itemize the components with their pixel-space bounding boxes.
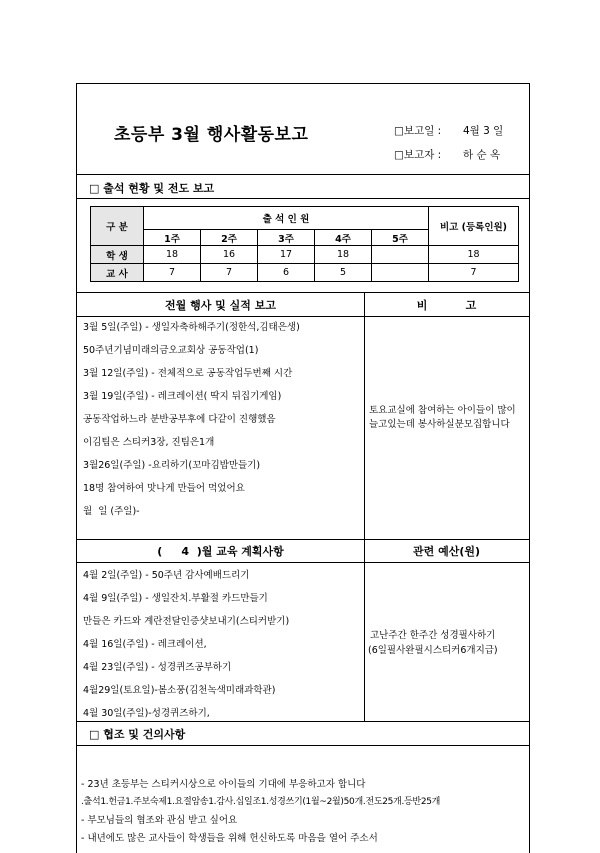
list-item: 만들은 카드와 계란전달인증샷보내기(스티커받기) bbox=[83, 616, 290, 627]
last-month-header: 전월 행사 및 실적 보고 bbox=[165, 299, 276, 312]
divider bbox=[77, 292, 529, 293]
reporter-label: □보고자 : bbox=[394, 149, 442, 161]
category-header: 구 분 bbox=[91, 207, 144, 246]
table-cell: 6 bbox=[258, 264, 315, 282]
report-date-label: □보고일 : bbox=[394, 125, 442, 137]
row-label: 교 사 bbox=[91, 264, 144, 282]
column-divider bbox=[364, 539, 365, 721]
list-item: 이김팀은 스티커3장, 진팀은1개 bbox=[83, 437, 215, 448]
divider bbox=[77, 721, 529, 722]
table-cell: 18 bbox=[429, 246, 519, 264]
list-item: 4월 23일(주일) - 성경퀴즈공부하기 bbox=[83, 662, 232, 673]
attendance-table bbox=[90, 206, 519, 282]
table-cell: 7 bbox=[429, 264, 519, 282]
week-header: 3주 bbox=[258, 230, 315, 246]
list-item: 18명 참여하여 맛나게 만들어 먹었어요 bbox=[83, 483, 245, 494]
last-month-note-header: 비 고 bbox=[416, 299, 477, 312]
table-row bbox=[91, 246, 519, 264]
list-item: 공동작업하느라 분반공부후에 다같이 진행했음 bbox=[83, 414, 276, 425]
last-month-note: 토요교실에 참여하는 아이들이 많이 늘고있는데 봉사하실분모집합니다 bbox=[369, 405, 516, 430]
divider bbox=[77, 316, 529, 317]
divider bbox=[77, 745, 529, 746]
list-item: 3월 19일(주일) - 레크레이션( 딱지 뒤집기게임) bbox=[83, 391, 282, 402]
divider bbox=[77, 539, 529, 540]
table-cell: 7 bbox=[201, 264, 258, 282]
table-cell bbox=[372, 264, 429, 282]
table-cell: 5 bbox=[315, 264, 372, 282]
attendance-header: 출 석 인 원 bbox=[144, 207, 429, 230]
list-item: 4월29일(토요일)-봄소풍(김천녹색미래과학관) bbox=[83, 685, 276, 696]
week-header: 1주 bbox=[144, 230, 201, 246]
week-header: 2주 bbox=[201, 230, 258, 246]
list-item: 4월 16일(주일) - 레크레이션, bbox=[83, 639, 207, 650]
table-cell: 16 bbox=[201, 246, 258, 264]
attendance-section-title: □ 출석 현황 및 전도 보고 bbox=[89, 182, 215, 195]
budget-header: 관련 예산(원) bbox=[412, 545, 480, 558]
list-item: 월 일 (주일)- bbox=[83, 506, 140, 517]
list-item: - 내년에도 많은 교사들이 학생들을 위해 헌신하도록 마음을 열어 주소서 bbox=[81, 833, 378, 844]
divider bbox=[77, 198, 529, 199]
list-item: 4월 30일(주일)-성경퀴즈하기, bbox=[83, 708, 210, 719]
report-frame bbox=[76, 83, 530, 853]
table-cell bbox=[372, 246, 429, 264]
list-item: 3월26일(주일) -요리하기(꼬마김밥만들기) bbox=[83, 460, 261, 471]
page-title: 초등부 3월 행사활동보고 bbox=[114, 125, 309, 145]
list-item: 4월 2일(주일) - 50주년 감사예배드리기 bbox=[83, 570, 250, 581]
budget-line: (6일필사완필시스티커6개지급) bbox=[368, 645, 498, 656]
list-item: 3월 12일(주일) - 전체적으로 공동작업두번째 시간 bbox=[83, 368, 293, 379]
table-cell: 7 bbox=[144, 264, 201, 282]
list-item: - 부모님들의 협조와 관심 받고 싶어요 bbox=[81, 815, 238, 826]
column-divider bbox=[364, 292, 365, 566]
budget-line: 고난주간 한주간 성경필사하기 bbox=[370, 630, 496, 641]
list-item: 4월 9일(주일) - 생일잔치.부활절 카드만들기 bbox=[83, 593, 268, 604]
divider bbox=[77, 562, 529, 563]
week-header: 4주 bbox=[315, 230, 372, 246]
divider bbox=[77, 174, 529, 175]
table-row bbox=[91, 264, 519, 282]
list-item: - 23년 초등부는 스티커시상으로 아이들의 기대에 부응하고자 합니다 bbox=[81, 779, 366, 790]
cooperation-section-title: □ 협조 및 건의사항 bbox=[89, 728, 186, 741]
report-date-value: 4월 3 일 bbox=[463, 125, 504, 137]
plan-header: ( 4 )월 교육 계획사항 bbox=[157, 545, 284, 558]
list-item: .출석1.헌금1.주보숙제1.요절암송1.감사.십일조1.성경쓰기(1월~2월)50개.전도25개.등반25개 bbox=[81, 797, 441, 807]
week-header: 5주 bbox=[372, 230, 429, 246]
note-header: 비고 (등록인원) bbox=[429, 207, 519, 246]
table-cell: 18 bbox=[315, 246, 372, 264]
table-cell: 17 bbox=[258, 246, 315, 264]
row-label: 학 생 bbox=[91, 246, 144, 264]
list-item: 3월 5일(주일) - 생일자축하해주기(정한석,김태은생) bbox=[83, 322, 300, 333]
table-cell: 18 bbox=[144, 246, 201, 264]
list-item: 50주년기념미래의금오교회상 공동작업(1) bbox=[83, 345, 259, 356]
reporter-value: 하 순 옥 bbox=[463, 149, 501, 161]
